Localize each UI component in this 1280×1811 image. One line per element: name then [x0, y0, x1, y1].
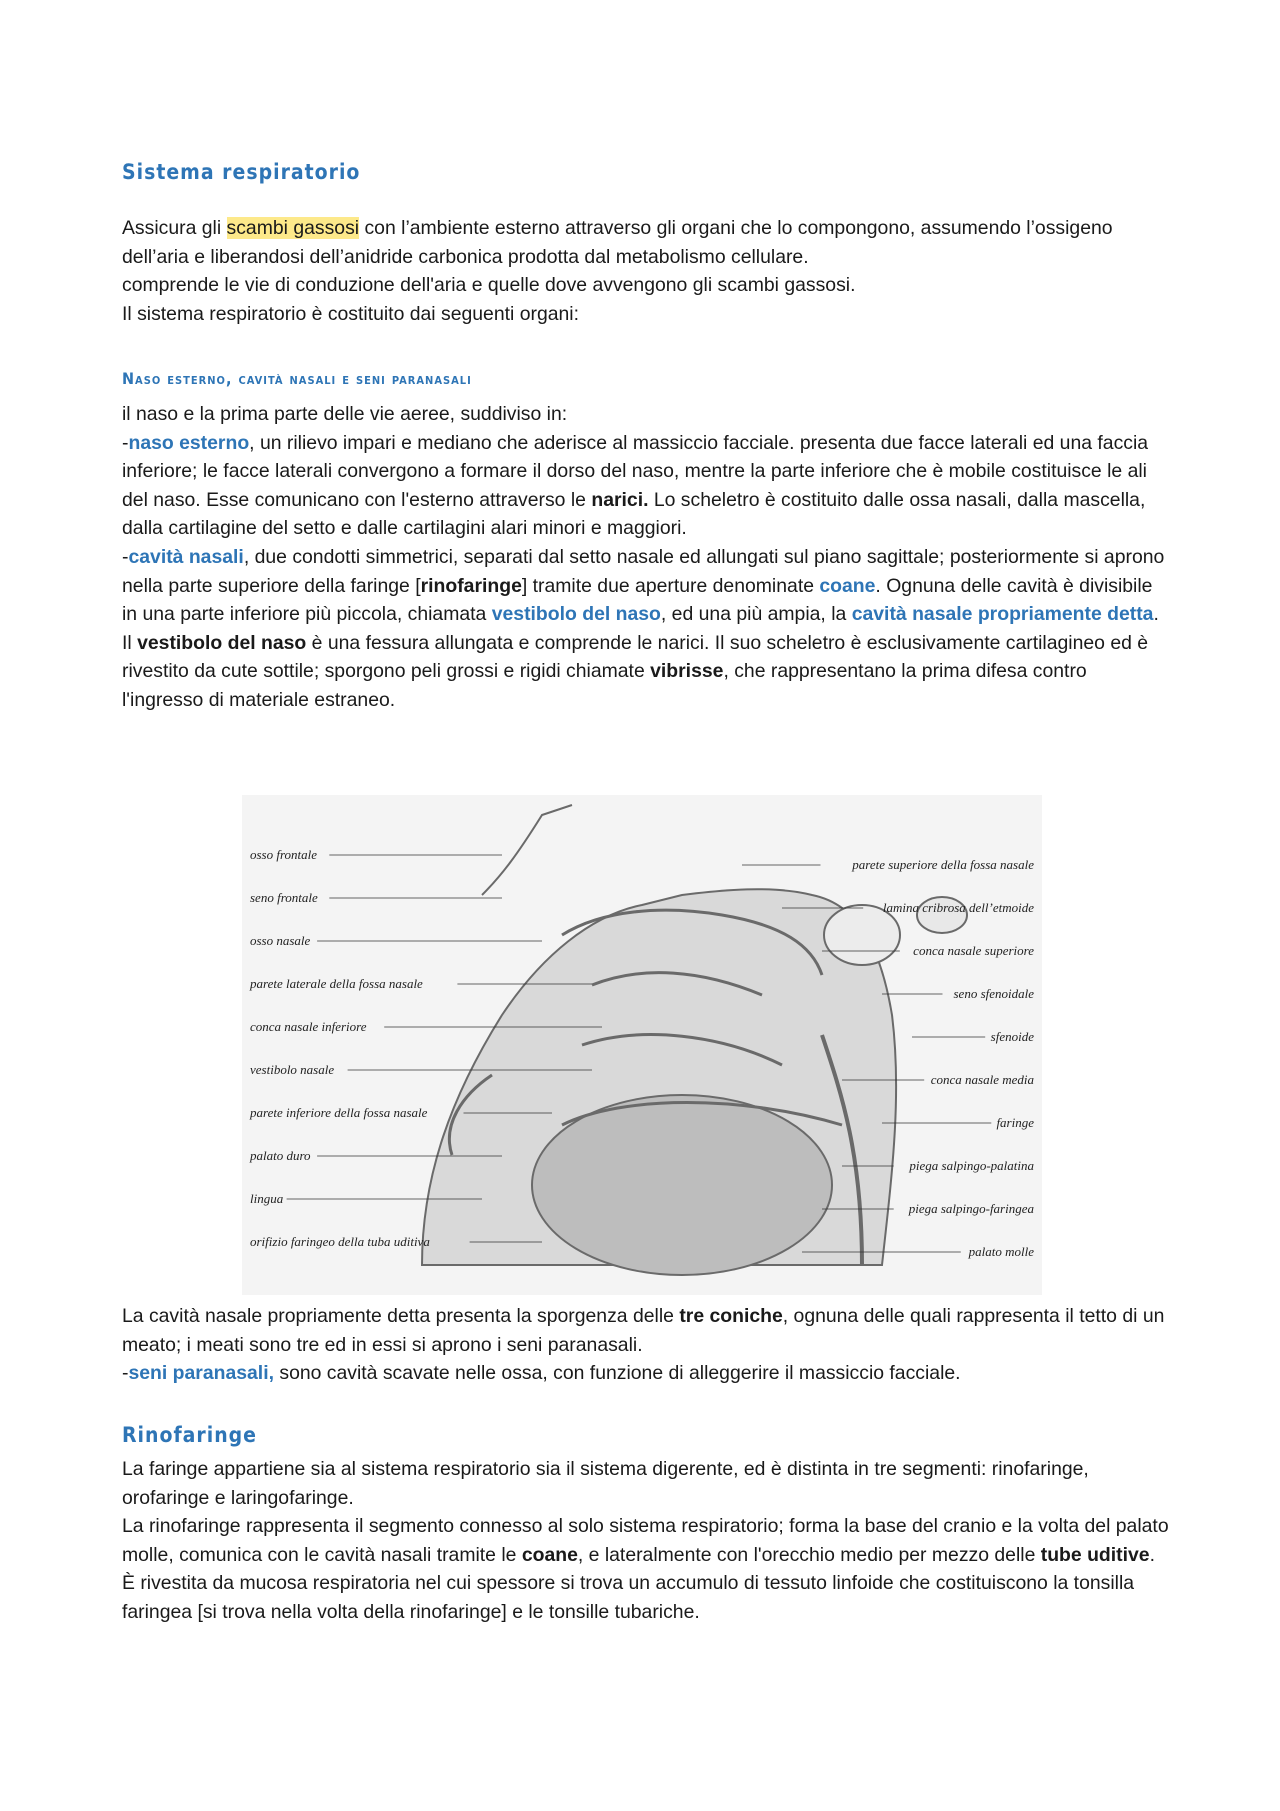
term-coane: coane — [819, 574, 876, 597]
figure-label-right: parete superiore della fossa nasale — [852, 857, 1034, 872]
figure-label-right: palato molle — [968, 1244, 1034, 1259]
term-cavita-propria: cavità nasale propriamente detta — [851, 603, 1154, 626]
text-run: , e lateralmente con l'orecchio medio per mezzo delle — [577, 1543, 1041, 1566]
figure-label-right: conca nasale superiore — [913, 943, 1034, 958]
term-cavita-nasali: cavità nasali — [128, 545, 244, 568]
figure-label-left: vestibolo nasale — [250, 1062, 335, 1077]
figure-label-left: lingua — [250, 1191, 284, 1206]
figure-label-left: conca nasale inferiore — [250, 1019, 367, 1034]
text-run: Assicura gli — [122, 217, 227, 239]
dash: - — [122, 431, 129, 454]
bold-term: tube uditive — [1040, 1543, 1150, 1566]
paragraph-coniche — [122, 1302, 1172, 1388]
text-run: , un rilievo impari e mediano che aderisce al massiccio facciale. presenta due facce laterali ed una faccia inferiore; le facce laterali convergono a formare il dorso del naso, mentre la parte inferiore che è mobile costituisce le ali del naso. Esse comunicano con l'esterno attraverso le — [122, 431, 1149, 511]
figure-label-left: orifizio faringeo della tuba uditiva — [250, 1234, 430, 1249]
paragraph-rinofaringe — [122, 1455, 1172, 1627]
figure-label-right: piega salpingo-palatina — [909, 1158, 1034, 1173]
term-naso-esterno: naso esterno — [128, 431, 250, 454]
figure-label-left: osso nasale — [250, 933, 311, 948]
text-run: Il — [122, 631, 138, 654]
section-title-text: Naso esterno, cavità nasali e seni paranasali — [122, 369, 472, 388]
text-run: ] tramite due aperture denominate — [521, 574, 820, 597]
text-run: sono cavità scavate nelle ossa, con funzione di alleggerire il massiccio facciale. — [273, 1362, 961, 1385]
figure-label-right: sfenoide — [990, 1029, 1034, 1044]
text-run: La cavità nasale propriamente detta presenta la sporgenza delle — [122, 1305, 680, 1327]
text-run: comprende le vie di conduzione dell'aria e quelle dove avvengono gli scambi gassosi. — [122, 274, 856, 297]
bold-term: tre coniche — [679, 1305, 783, 1327]
figure-label-left: palato duro — [250, 1148, 311, 1163]
text-run: . È rivestita da mucosa respiratoria nel cui spessore si trova un accumulo di tessuto linfoide che costituiscono la tonsilla faringea [si trova nella volta della rinofaringe] e le tonsille tubariche. — [122, 1543, 1155, 1623]
text-run: . — [1153, 603, 1159, 626]
text-run: , ed una più ampia, la — [660, 603, 852, 626]
term-vestibolo: vestibolo del naso — [491, 603, 661, 626]
section-title-rinofaringe — [122, 1423, 257, 1447]
bold-term: narici. — [591, 488, 649, 511]
figure-label-left: osso frontale — [250, 847, 318, 862]
figure-label-left: seno frontale — [250, 890, 318, 905]
text-run: La faringe appartiene sia al sistema respiratorio sia il sistema digerente, ed è distinta in tre segmenti: rinofaringe, orofaringe e laringofaringe. — [122, 1458, 1089, 1509]
section-title-text: Rinofaringe — [122, 1423, 258, 1447]
figure-label-right: seno sfenoidale — [953, 986, 1034, 1001]
figure-label-right: lamina cribrosa dell’etmoide — [882, 900, 1034, 915]
bold-term: vestibolo del naso — [137, 631, 307, 654]
text-run: La rinofaringe rappresenta il segmento connesso al solo sistema respiratorio; forma la base del cranio e la volta del palato molle, comunica con le cavità nasali tramite le — [122, 1515, 1169, 1566]
figure-label-right: faringe — [996, 1115, 1034, 1130]
text-run: , ognuna delle quali rappresenta il tetto di un meato; i meati sono tre ed in essi si aprono i seni paranasali. — [122, 1305, 1165, 1356]
text-run: Lo scheletro è costituito dalle ossa nasali, dalla mascella, dalla cartilagine del setto e dalle cartilagini alari minori e maggiori. — [122, 488, 1146, 540]
bold-term: coane — [521, 1543, 578, 1566]
bold-term: vibrisse — [650, 660, 724, 683]
dash: - — [122, 1362, 129, 1385]
text-run: con l’ambiente esterno attraverso gli organi che lo compongono, assumendo l’ossigeno dell’aria e liberandosi dell’anidride carbonica prodotta dal metabolismo cellulare. — [122, 217, 1113, 268]
figure-label-right: piega salpingo-faringea — [908, 1201, 1034, 1216]
figure-label-right: conca nasale media — [930, 1072, 1034, 1087]
section-title-text: Sistema respiratorio — [122, 160, 361, 184]
text-run: . Ognuna delle cavità è divisibile in una parte inferiore più piccola, chiamata — [122, 574, 1153, 626]
text-run: il naso e la prima parte delle vie aeree, suddiviso in: — [122, 403, 568, 425]
dash: - — [122, 545, 129, 568]
highlighted-term: scambi gassosi — [226, 217, 360, 239]
paragraph-intro — [122, 214, 1172, 328]
anatomy-figure — [122, 795, 1042, 1295]
figure-label-left: parete inferiore della fossa nasale — [250, 1105, 428, 1120]
text-run: , due condotti simmetrici, separati dal setto nasale ed allungati sul piano sagittale; posteriormente si aprono nella parte superiore della faringe [ — [122, 545, 1165, 597]
text-run: è una fessura allungata e comprende le narici. Il suo scheletro è esclusivamente cartilagineo ed è rivestito da cute sottile; sporgono peli grossi e rigidi chiamate — [122, 631, 1149, 683]
figure-label-left: parete laterale della fossa nasale — [250, 976, 423, 991]
section-title-naso — [122, 369, 472, 388]
term-seni-paranasali: seni paranasali, — [128, 1362, 274, 1385]
text-run: , che rappresentano la prima difesa contro l'ingresso di materiale estraneo. — [122, 660, 1087, 711]
paragraph-naso — [122, 400, 1172, 715]
bold-term: rinofaringe — [420, 574, 522, 597]
text-run: Il sistema respiratorio è costituito dai seguenti organi: — [122, 302, 579, 325]
section-title-sistema-respiratorio — [122, 160, 360, 184]
